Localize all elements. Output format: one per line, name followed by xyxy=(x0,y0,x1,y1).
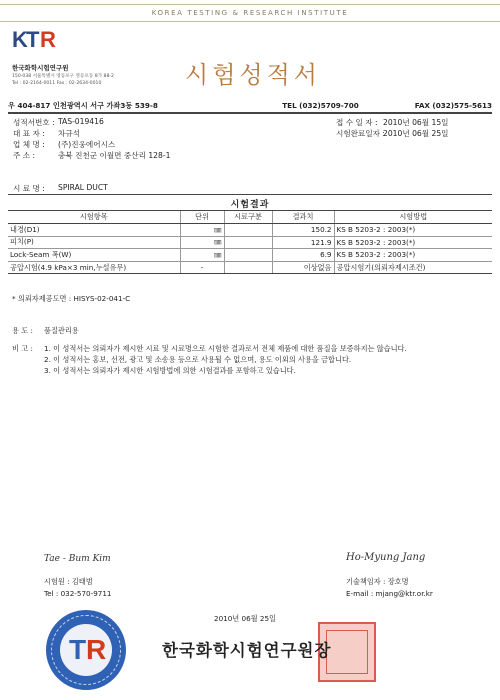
purpose-label: 용 도 : xyxy=(12,326,33,335)
col-header-unit: 단위 xyxy=(180,211,224,224)
tester-name: 시험원 : 김태범 xyxy=(44,577,93,586)
date-block xyxy=(0,117,500,147)
header-top-rule xyxy=(0,4,500,5)
cell-result: 150.2 xyxy=(272,224,334,237)
org-name: 한국화학시험연구원 xyxy=(12,64,69,72)
table-row xyxy=(8,236,492,249)
tel-text: TEL (032)5709-700 xyxy=(282,101,359,110)
document-title: 시험성적서 xyxy=(185,61,321,89)
tester-tel: Tel : 032-570-9711 xyxy=(44,589,112,598)
cell-method: KS B 5203-2 : 2003(*) xyxy=(334,249,492,262)
col-header-method: 시험방법 xyxy=(334,211,492,224)
sample-rule xyxy=(8,194,492,195)
cell-unit: ㎜ xyxy=(180,249,224,262)
received-date-value: 2010년 06월 15일 xyxy=(383,118,449,127)
drawing-footnote: * 의뢰자제공도면 : HISYS-02-041-C xyxy=(12,294,131,303)
cell-item: 피치(P) xyxy=(8,236,180,249)
ktr-logo: K T R xyxy=(12,27,56,52)
cell-sample xyxy=(224,224,272,237)
report-no-label: 성적서번호 : xyxy=(13,118,55,127)
remark-item: 3. 이 성적서는 의뢰자가 제시한 시험방법에 의한 시험결과를 포함하고 있습니다. xyxy=(44,366,296,375)
institute-english-name: KOREA TESTING & RESEARCH INSTITUTE xyxy=(151,9,349,17)
table-row xyxy=(8,261,492,274)
table-row xyxy=(8,224,492,237)
cell-result: 6.9 xyxy=(272,249,334,262)
cell-unit: ㎜ xyxy=(180,236,224,249)
remarks-label: 비 고 : xyxy=(12,344,33,353)
remark-item: 1. 이 성적서는 의뢰자가 제시한 시료 및 시료명으로 시험한 결과로서 전체 제품에 대한 품질을 보증하지는 않습니다. xyxy=(44,344,407,353)
cell-method: KS B 5203-2 : 2003(*) xyxy=(334,224,492,237)
company-label: 업 체 명 : xyxy=(13,140,45,149)
manager-signature: Ho-Myung Jang xyxy=(346,552,426,563)
cell-result: 이상없음 xyxy=(272,261,334,274)
results-title: 시험결과 xyxy=(230,200,270,210)
col-header-result: 결과치 xyxy=(272,211,334,224)
tester-signature: Tae - Bum Kim xyxy=(44,554,111,564)
manager-email: E-mail : mjang@ktr.or.kr xyxy=(346,589,433,598)
header-bottom-rule xyxy=(0,21,500,22)
fax-text: FAX (032)575-5613 xyxy=(414,101,492,110)
org-address-line: 150-038 서울특별시 영등포구 영등포동 8가 88-2 xyxy=(12,74,114,79)
cell-method: KS B 5203-2 : 2003(*) xyxy=(334,236,492,249)
sample-value: SPIRAL DUCT xyxy=(58,183,108,192)
ktr-seal: T R xyxy=(46,610,126,690)
company-value: (주)진웅에어시스 xyxy=(58,140,116,149)
purpose-value: 품질관리용 xyxy=(44,326,79,335)
representative-value: 차규석 xyxy=(58,129,81,138)
cell-item: Lock-Seam 폭(W) xyxy=(8,249,180,262)
address-text: 우 404-817 인천광역시 서구 가좌3동 539-8 xyxy=(8,101,158,110)
completed-date-label: 시험완료일자 : xyxy=(336,129,385,138)
address-label: 주 소 : xyxy=(13,151,36,160)
cell-sample xyxy=(224,261,272,274)
cell-item: 내경(D1) xyxy=(8,224,180,237)
results-header-row xyxy=(8,211,492,224)
col-header-item: 시험항목 xyxy=(8,211,180,224)
results-table xyxy=(8,210,492,274)
cell-method: 공압시험기(의뢰자제시조건) xyxy=(334,261,492,274)
col-header-sample: 시료구분 xyxy=(224,211,272,224)
remark-item: 2. 이 성적서는 홍보, 선전, 광고 및 소송용 등으로 사용될 수 없으며, 용도 이외의 사용을 금합니다. xyxy=(44,355,352,364)
issue-date: 2010년 06월 25일 xyxy=(214,614,276,623)
cell-unit: ㎜ xyxy=(180,224,224,237)
director-title: 한국화학시험연구원장 xyxy=(162,641,332,660)
cell-sample xyxy=(224,249,272,262)
report-no-value: TAS-019416 xyxy=(58,117,104,126)
cell-unit: - xyxy=(180,261,224,274)
manager-name: 기술책임자 : 장호명 xyxy=(346,577,409,586)
org-contact-line: Tel : 02-2164-0011 Fax : 02-2634-0010 xyxy=(12,81,102,86)
representative-label: 대 표 자 : xyxy=(13,129,45,138)
address-value: 충북 진천군 이월면 중산리 128-1 xyxy=(58,151,171,160)
cell-result: 121.9 xyxy=(272,236,334,249)
table-row xyxy=(8,249,492,262)
received-date-label: 접 수 일 자 : xyxy=(336,118,378,127)
completed-date-value: 2010년 06월 25일 xyxy=(383,129,449,138)
sample-label: 시 료 명 : xyxy=(13,184,45,193)
address-bar xyxy=(8,101,492,111)
cell-item: 공압시험(4.9 kPa×3 min,누설유무) xyxy=(8,261,180,274)
address-rule xyxy=(8,112,492,114)
cell-sample xyxy=(224,236,272,249)
